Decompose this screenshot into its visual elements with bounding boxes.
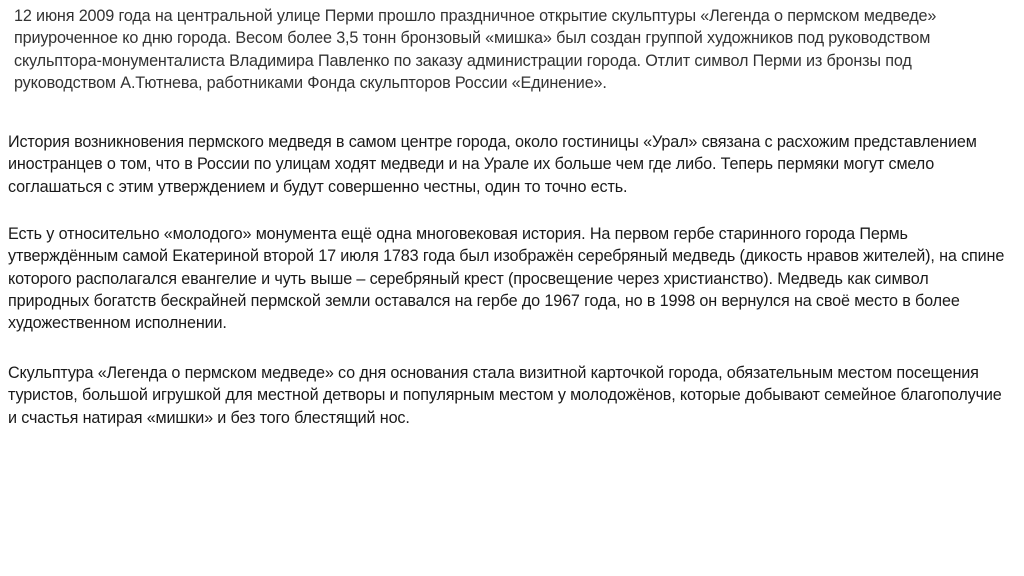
intro-paragraph: 12 июня 2009 года на центральной улице Перми прошло праздничное открытие скульптуры «Легенда о пермском медведе» приуроченное ко дню города. Весом более 3,5 тонн бронзовый «мишка» был создан группой художников под руководством скульптора-монументалиста Владимира Павленко по заказу администрации города. Отлит символ Перми из бронзы под руководством А.Тютнева, работниками Фонда скульпторов России «Единение». xyxy=(14,7,937,92)
landmark-paragraph: Скульптура «Легенда о пермском медведе» со дня основания стала визитной карточкой города, обязательным местом посещения туристов, большой игрушкой для местной детворы и популярным местом у молодожёнов, которые добывают семейное благополучие и счастья натирая «мишки» и без того блестящий нос. xyxy=(8,364,1002,427)
history-paragraph: История возникновения пермского медведя в самом центре города, около гостиницы «Урал» связана с расхожим представлением иностранцев о том, что в России по улицам ходят медведи и на Урале их больше чем где либо. Теперь пермяки могут смело соглашаться с этим утверждением и будут совершенно честны, один то точно есть. xyxy=(8,133,977,196)
coat-of-arms-paragraph: Есть у относительно «молодого» монумента ещё одна многовековая история. На первом гербе старинного города Пермь утверждённым самой Екатериной второй 17 июля 1783 года был изображён серебряный медведь (дикость нравов жителей), на спине которого располагался евангелие и чуть выше – серебряный крест (просвещение через христианство). Медведь как символ природных богатств бескрайней пермской земли оставался на гербе до 1967 года, но в 1998 он вернулся на своё место в более художественном исполнении. xyxy=(8,225,1005,333)
